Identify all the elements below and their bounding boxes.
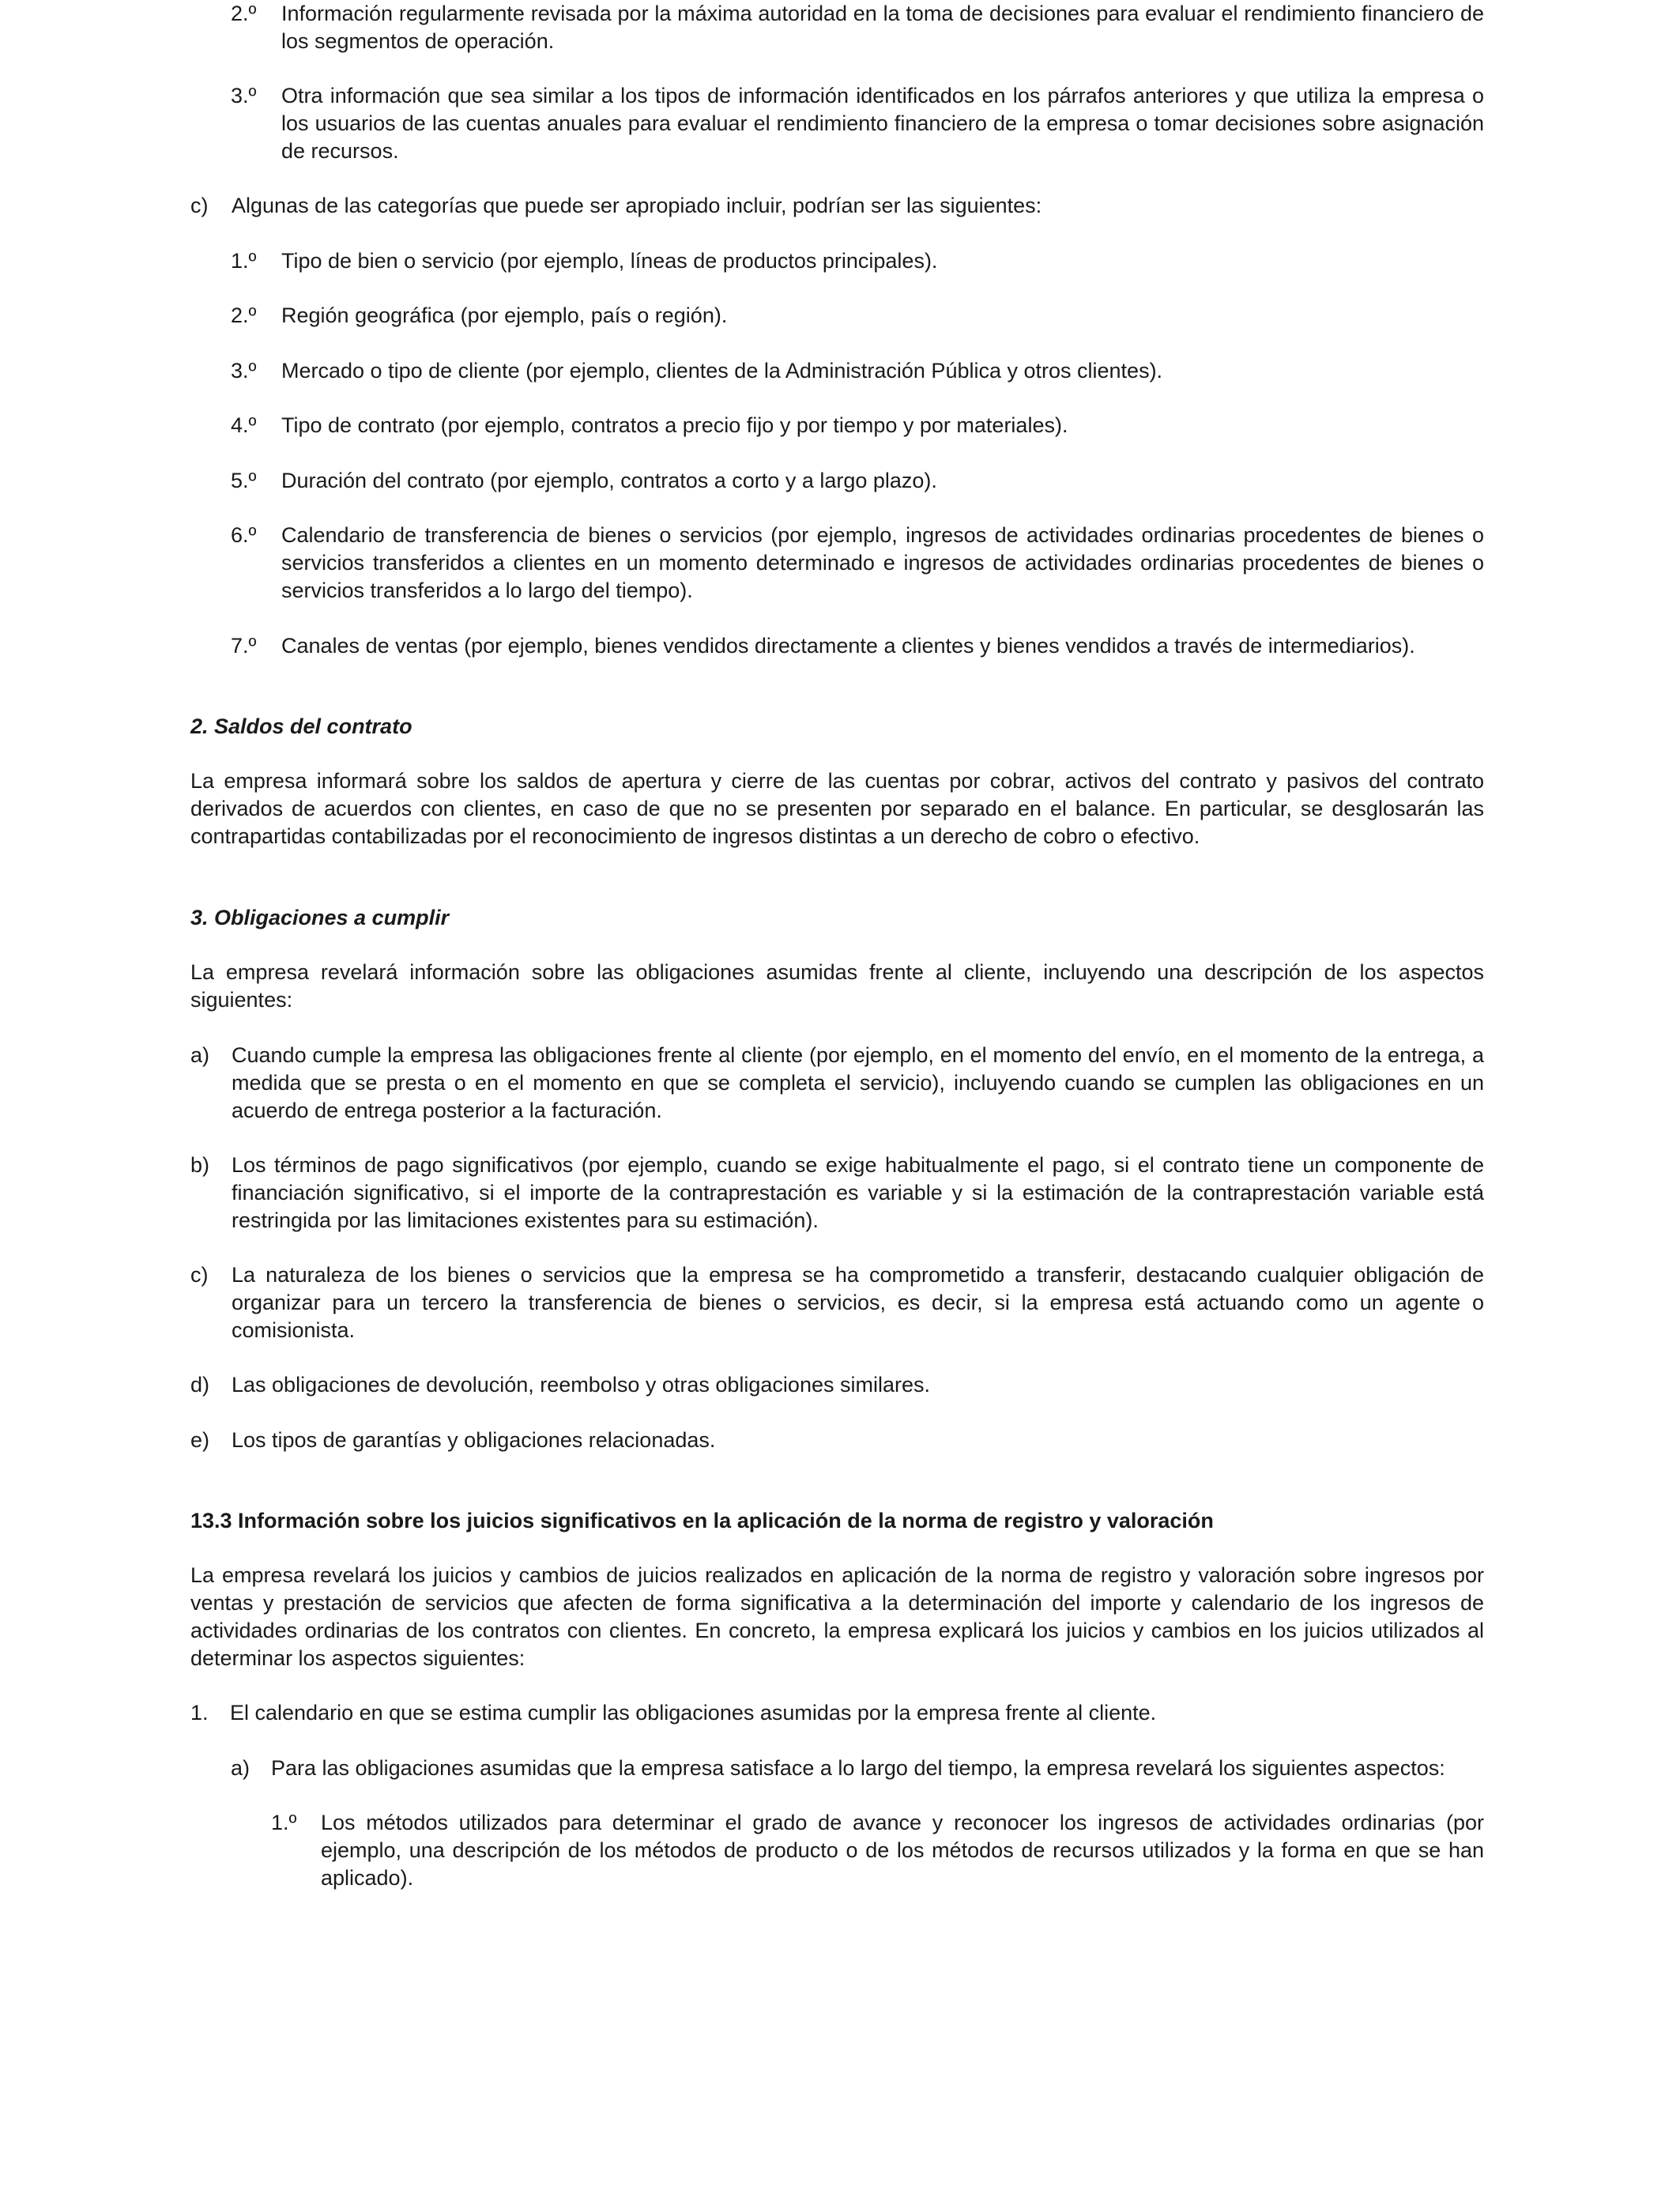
list-item-text: Los términos de pago significativos (por ejemplo, cuando se exige habitualmente el pago, si el contrato tiene un componente de financiación significativo, si el importe de la contraprestación es variable y si la estimación de la contraprestación variable está restringida por las limitaciones existentes para su estimación). <box>232 1153 1484 1232</box>
category-label: 6.º <box>231 523 257 547</box>
list-label: b) <box>190 1153 210 1177</box>
category-text: Tipo de bien o servicio (por ejemplo, líneas de productos principales). <box>281 249 938 273</box>
section-paragraph: La empresa informará sobre los saldos de apertura y cierre de las cuentas por cobrar, activos del contrato y pasivos del contrato derivados de acuerdos con clientes, en caso de que no se presenten por separado en el balance. En particular, se desglosarán las contrapartidas contabilizadas por el reconocimiento de ingresos distintas a un derecho de cobro o efectivo. <box>190 769 1484 848</box>
category-text: Región geográfica (por ejemplo, país o región). <box>281 303 728 327</box>
list-item-text: Los métodos utilizados para determinar el grado de avance y reconocer los ingresos de actividades ordinarias (por ejemplo, una descripción de los métodos de producto o de los métodos de recursos utilizados y la forma en que se han aplicado). <box>321 1811 1484 1890</box>
list-label: 1.º <box>271 1811 297 1834</box>
list-item-text: Algunas de las categorías que puede ser apropiado incluir, podrían ser las siguientes: <box>232 194 1042 217</box>
section-heading-13-3: 13.3 Información sobre los juicios significativos en la aplicación de la norma de registro y valoración <box>190 1509 1214 1532</box>
category-label: 1.º <box>231 249 257 273</box>
list-label: a) <box>190 1043 210 1067</box>
list-item-text: Los tipos de garantías y obligaciones relacionadas. <box>232 1428 716 1452</box>
section-heading-obligaciones: 3. Obligaciones a cumplir <box>190 906 450 929</box>
category-text: Canales de ventas (por ejemplo, bienes vendidos directamente a clientes y bienes vendidos a través de intermediarios). <box>281 634 1415 658</box>
list-item-text: La naturaleza de los bienes o servicios que la empresa se ha comprometido a transferir, destacando cualquier obligación de organizar para un tercero la transferencia de bienes o servicios, es decir, si la empresa está actuando como un agente o comisionista. <box>232 1263 1484 1342</box>
list-item-text: Otra información que sea similar a los tipos de información identificados en los párrafos anteriores y que utiliza la empresa o los usuarios de las cuentas anuales para evaluar el rendimiento financiero de la empresa o tomar decisiones sobre asignación de recursos. <box>281 84 1484 163</box>
list-label: 2.º <box>231 2 257 25</box>
list-label: c) <box>190 194 209 217</box>
list-item-text: Las obligaciones de devolución, reembolso y otras obligaciones similares. <box>232 1373 930 1397</box>
list-item-text: Información regularmente revisada por la máxima autoridad en la toma de decisiones para evaluar el rendimiento financiero de los segmentos de operación. <box>281 2 1484 53</box>
list-label: d) <box>190 1373 210 1397</box>
category-label: 2.º <box>231 303 257 327</box>
list-label: a) <box>231 1756 250 1780</box>
list-item-text: Cuando cumple la empresa las obligaciones frente al cliente (por ejemplo, en el momento del envío, en el momento de la entrega, a medida que se presta o en el momento en que se completa el servicio), incluyendo cuando se cumplen las obligaciones en un acuerdo de entrega posterior a la facturación. <box>232 1043 1484 1122</box>
category-text: Mercado o tipo de cliente (por ejemplo, clientes de la Administración Pública y otros clientes). <box>281 359 1163 383</box>
section-paragraph: La empresa revelará información sobre las obligaciones asumidas frente al cliente, incluyendo una descripción de los aspectos siguientes: <box>190 960 1484 1012</box>
list-label: 1. <box>190 1701 209 1725</box>
list-label: 3.º <box>231 84 257 107</box>
list-item-text: Para las obligaciones asumidas que la empresa satisface a lo largo del tiempo, la empresa revelará los siguientes aspectos: <box>271 1756 1445 1780</box>
section-paragraph: La empresa revelará los juicios y cambios de juicios realizados en aplicación de la norma de registro y valoración sobre ingresos por ventas y prestación de servicios que afecten de forma significativa a la determinación del importe y calendario de los ingresos de actividades ordinarias de los contratos con clientes. En concreto, la empresa explicará los juicios y cambios en los juicios utilizados al determinar los aspectos siguientes: <box>190 1563 1484 1670</box>
category-text: Calendario de transferencia de bienes o servicios (por ejemplo, ingresos de actividades ordinarias procedentes de bienes o servicios transferidos a clientes en un momento determinado e ingresos de actividades ordinarias procedentes de bienes o servicios transferidos a lo largo del tiempo). <box>281 523 1484 602</box>
category-label: 5.º <box>231 469 257 492</box>
category-label: 7.º <box>231 634 257 658</box>
category-text: Tipo de contrato (por ejemplo, contratos a precio fijo y por tiempo y por materiales). <box>281 413 1068 437</box>
category-text: Duración del contrato (por ejemplo, contratos a corto y a largo plazo). <box>281 469 937 492</box>
list-item-text: El calendario en que se estima cumplir las obligaciones asumidas por la empresa frente al cliente. <box>230 1701 1157 1725</box>
list-label: c) <box>190 1263 209 1287</box>
category-label: 3.º <box>231 359 257 383</box>
list-label: e) <box>190 1428 210 1452</box>
section-heading-saldos: 2. Saldos del contrato <box>190 714 412 738</box>
category-label: 4.º <box>231 413 257 437</box>
